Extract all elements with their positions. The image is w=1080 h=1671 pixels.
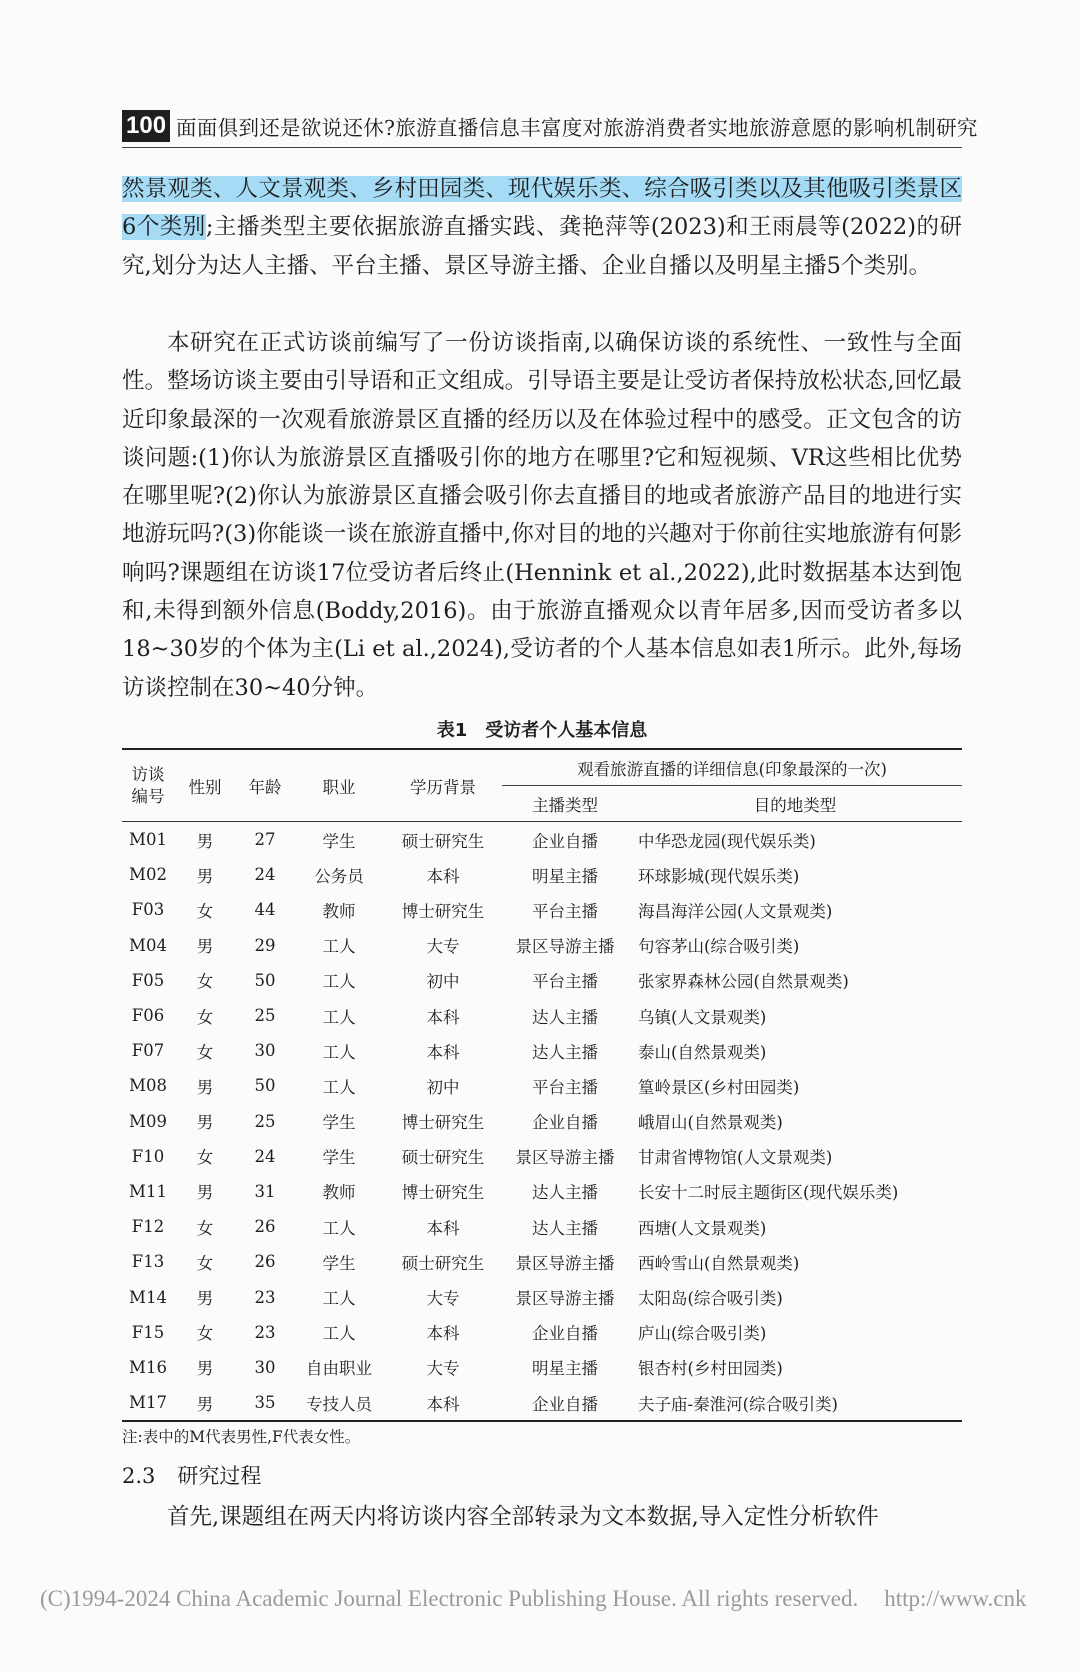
table-row	[122, 1139, 962, 1174]
cell-destination-type: 甘肃省博物馆(人文景观类)	[638, 1148, 833, 1168]
cell-occupation: 工人	[322, 1042, 356, 1062]
cell-age: 30	[254, 1041, 276, 1061]
cell-anchor-type: 景区导游主播	[515, 1253, 615, 1273]
table-body	[122, 822, 962, 1422]
cell-anchor-type: 平台主播	[532, 972, 598, 992]
copyright-text: (C)1994-2024 China Academic Journal Electronic Publishing House. All rights reserved.	[40, 1586, 859, 1611]
cell-education: 本科	[426, 1324, 460, 1344]
cell-gender: 男	[196, 866, 214, 886]
cell-gender: 男	[196, 1289, 214, 1309]
cell-anchor-type: 达人主播	[532, 1183, 598, 1203]
cell-age: 25	[254, 1111, 276, 1131]
cell-destination-type: 西岭雪山(自然景观类)	[638, 1253, 800, 1273]
running-title: 面面俱到还是欲说还休?旅游直播信息丰富度对旅游消费者实地旅游意愿的影响机制研究	[176, 116, 978, 140]
cell-age: 44	[254, 900, 276, 920]
cell-id: M16	[129, 1357, 167, 1377]
page-number: 100	[122, 110, 170, 142]
cell-education: 硕士研究生	[401, 1148, 485, 1168]
cell-occupation: 工人	[322, 972, 356, 992]
cell-age: 27	[254, 830, 276, 850]
cell-anchor-type: 达人主播	[532, 1042, 598, 1062]
cell-id: F06	[131, 1006, 165, 1026]
cell-occupation: 工人	[322, 1324, 356, 1344]
cell-gender: 男	[196, 1113, 214, 1133]
cell-anchor-type: 企业自播	[532, 1324, 598, 1344]
cell-anchor-type: 明星主播	[532, 1359, 598, 1379]
cell-destination-type: 篁岭景区(乡村田园类)	[638, 1077, 800, 1097]
cell-anchor-type: 企业自播	[532, 1113, 598, 1133]
cell-id: M08	[129, 1076, 167, 1096]
cell-occupation: 工人	[322, 1289, 356, 1309]
cell-destination-type: 长安十二时辰主题街区(现代娱乐类)	[638, 1183, 899, 1203]
cell-anchor-type: 企业自播	[532, 1394, 598, 1414]
cell-age: 24	[254, 1146, 276, 1166]
cell-gender: 男	[196, 1077, 214, 1097]
cell-gender: 女	[196, 1253, 214, 1273]
cell-occupation: 工人	[322, 1007, 356, 1027]
cell-occupation: 工人	[322, 1077, 356, 1097]
cell-destination-type: 句容茅山(综合吸引类)	[638, 937, 800, 957]
cell-id: M02	[129, 865, 167, 885]
cell-destination-type: 乌镇(人文景观类)	[638, 1007, 767, 1027]
cell-destination-type: 张家界森林公园(自然景观类)	[638, 972, 849, 992]
cell-anchor-type: 达人主播	[532, 1007, 598, 1027]
cell-education: 本科	[426, 1042, 460, 1062]
cell-age: 50	[254, 1076, 276, 1096]
header-gender: 性别	[174, 749, 236, 822]
cell-id: F15	[131, 1322, 165, 1342]
table-row	[122, 963, 962, 998]
cell-occupation: 学生	[322, 1253, 356, 1273]
cell-occupation: 教师	[322, 901, 356, 921]
cell-anchor-type: 达人主播	[532, 1218, 598, 1238]
cell-destination-type: 银杏村(乡村田园类)	[638, 1359, 783, 1379]
cell-occupation: 学生	[322, 1113, 356, 1133]
section-title: 研究过程	[177, 1464, 262, 1488]
cell-gender: 女	[196, 1042, 214, 1062]
table-row	[122, 998, 962, 1033]
cell-age: 23	[254, 1287, 276, 1307]
cell-education: 初中	[426, 1077, 460, 1097]
cell-occupation: 公务员	[314, 866, 364, 886]
cell-anchor-type: 平台主播	[532, 1077, 598, 1097]
cell-destination-type: 海昌海洋公园(人文景观类)	[638, 901, 833, 921]
table-row	[122, 928, 962, 963]
table-note: 注:表中的M代表男性,F代表女性。	[122, 1428, 361, 1446]
footer	[40, 1586, 1027, 1612]
cell-occupation: 教师	[322, 1183, 356, 1203]
cell-gender: 女	[196, 1324, 214, 1344]
cell-id: M04	[129, 935, 167, 955]
cell-education: 大专	[426, 1359, 460, 1379]
cell-id: F03	[131, 900, 165, 920]
cell-id: F13	[131, 1252, 165, 1272]
cell-destination-type: 太阳岛(综合吸引类)	[638, 1289, 783, 1309]
table-row	[122, 1209, 962, 1244]
cell-gender: 男	[196, 937, 214, 957]
cell-gender: 男	[196, 1183, 214, 1203]
cell-education: 博士研究生	[401, 1183, 485, 1203]
header-rule	[122, 147, 962, 148]
cell-occupation: 专技人员	[306, 1394, 372, 1414]
cell-education: 博士研究生	[401, 901, 485, 921]
section-number: 2.3	[122, 1464, 156, 1488]
cell-destination-type: 泰山(自然景观类)	[638, 1042, 767, 1062]
table-row	[122, 1033, 962, 1068]
cell-gender: 女	[196, 972, 214, 992]
cell-id: M01	[129, 830, 167, 850]
cell-destination-type: 中华恐龙园(现代娱乐类)	[638, 831, 816, 851]
table-row	[122, 892, 962, 927]
cell-id: F12	[131, 1217, 165, 1237]
cell-education: 本科	[426, 1007, 460, 1027]
cell-gender: 女	[196, 1007, 214, 1027]
cell-age: 25	[254, 1006, 276, 1026]
paragraph-2: 本研究在正式访谈前编写了一份访谈指南,以确保访谈的系统性、一致性与全面性。整场访谈主要由引导语和正文组成。引导语主要是让受访者保持放松状态,回忆最近印象最深的一次观看旅游景区直播的经历以及在体验过程中的感受。正文包含的访谈问题:(1)你认为旅游景区直播吸引你的地方在哪里?它和短视频、VR这些相比优势在哪里呢?(2)你认为旅游景区直播会吸引你去直播目的地或者旅游产品目的地进行实地游玩吗?(3)你能谈一谈在旅游直播中,你对目的地的兴趣对于你前往实地旅游有何影响吗?课题组在访谈17位受访者后终止(Hennink et al.,2022),此时数据基本达到饱和,未得到额外信息(Boddy,2016)。由于旅游直播观众以青年居多,因而受访者多以18~30岁的个体为主(Li et al.,2024),受访者的个人基本信息如表1所示。此外,每场访谈控制在30~40分钟。	[122, 330, 962, 701]
cell-education: 硕士研究生	[401, 1253, 485, 1273]
cell-education: 大专	[426, 937, 460, 957]
cell-education: 本科	[426, 1394, 460, 1414]
header-education: 学历背景	[384, 749, 502, 822]
cell-destination-type: 峨眉山(自然景观类)	[638, 1113, 783, 1133]
table-row	[122, 1104, 962, 1139]
paragraph-1	[122, 170, 962, 285]
cell-id: M11	[129, 1181, 167, 1201]
cell-anchor-type: 景区导游主播	[515, 937, 615, 957]
cell-gender: 女	[196, 1218, 214, 1238]
cell-id: M17	[129, 1393, 167, 1413]
cell-destination-type: 环球影城(现代娱乐类)	[638, 866, 800, 886]
cell-id: F05	[131, 970, 165, 990]
header-id: 访谈编号	[122, 749, 174, 822]
cell-gender: 女	[196, 1148, 214, 1168]
cell-id: F07	[131, 1041, 165, 1061]
cell-destination-type: 夫子庙-秦淮河(综合吸引类)	[638, 1394, 838, 1414]
cell-age: 23	[254, 1322, 276, 1342]
cell-education: 本科	[426, 866, 460, 886]
cell-gender: 男	[196, 1394, 214, 1414]
paragraph-1-rest: ;主播类型主要依据旅游直播实践、龚艳萍等(2023)和王雨晨等(2022)的研究,划分为达人主播、平台主播、景区导游主播、企业自播以及明星主播5个类别。	[122, 214, 962, 279]
cell-anchor-type: 平台主播	[532, 901, 598, 921]
cell-gender: 男	[196, 1359, 214, 1379]
cell-anchor-type: 景区导游主播	[515, 1289, 615, 1309]
cell-age: 29	[254, 935, 276, 955]
respondent-info-table	[122, 748, 962, 1422]
header-occupation: 职业	[294, 749, 384, 822]
cell-age: 35	[254, 1393, 276, 1413]
table-row	[122, 1244, 962, 1279]
table-row	[122, 1174, 962, 1209]
cell-anchor-type: 企业自播	[532, 831, 598, 851]
highlighted-text[interactable]: 然景观类、人文景观类、乡村田园类、现代娱乐类、综合吸引类以及其他吸引类景区6个类别	[122, 176, 962, 241]
running-header	[122, 108, 978, 144]
cell-occupation: 学生	[322, 1148, 356, 1168]
table-row	[122, 822, 962, 858]
cell-education: 初中	[426, 972, 460, 992]
header-destination-type: 目的地类型	[628, 786, 962, 822]
cell-occupation: 学生	[322, 831, 356, 851]
cell-destination-type: 西塘(人文景观类)	[638, 1218, 767, 1238]
cell-destination-type: 庐山(综合吸引类)	[638, 1324, 767, 1344]
cell-id: M14	[129, 1287, 167, 1307]
cell-gender: 女	[196, 901, 214, 921]
paragraph-3: 首先,课题组在两天内将访谈内容全部转录为文本数据,导入定性分析软件	[167, 1504, 879, 1530]
cell-id: M09	[129, 1111, 167, 1131]
cell-id: F10	[131, 1146, 165, 1166]
cell-age: 30	[254, 1357, 276, 1377]
header-anchor-type: 主播类型	[502, 786, 628, 822]
table-container	[122, 748, 962, 1422]
table-row	[122, 1315, 962, 1350]
section-heading	[122, 1460, 261, 1490]
cell-education: 大专	[426, 1289, 460, 1309]
cell-gender: 男	[196, 831, 214, 851]
cell-age: 26	[254, 1217, 276, 1237]
header-group: 观看旅游直播的详细信息(印象最深的一次)	[502, 749, 962, 786]
table-row	[122, 1279, 962, 1314]
cell-anchor-type: 明星主播	[532, 866, 598, 886]
table-row	[122, 1068, 962, 1103]
footer-url[interactable]: http://www.cnk	[884, 1586, 1027, 1611]
cell-education: 硕士研究生	[401, 831, 485, 851]
table-row	[122, 1350, 962, 1385]
cell-occupation: 工人	[322, 937, 356, 957]
cell-age: 24	[254, 865, 276, 885]
table-row	[122, 1385, 962, 1421]
header-age: 年龄	[236, 749, 294, 822]
cell-age: 26	[254, 1252, 276, 1272]
table-row	[122, 857, 962, 892]
table-title: 表1 受访者个人基本信息	[436, 720, 648, 741]
cell-education: 博士研究生	[401, 1113, 485, 1133]
cell-occupation: 自由职业	[306, 1359, 372, 1379]
cell-age: 31	[254, 1181, 276, 1201]
cell-education: 本科	[426, 1218, 460, 1238]
cell-occupation: 工人	[322, 1218, 356, 1238]
cell-anchor-type: 景区导游主播	[515, 1148, 615, 1168]
cell-age: 50	[254, 970, 276, 990]
